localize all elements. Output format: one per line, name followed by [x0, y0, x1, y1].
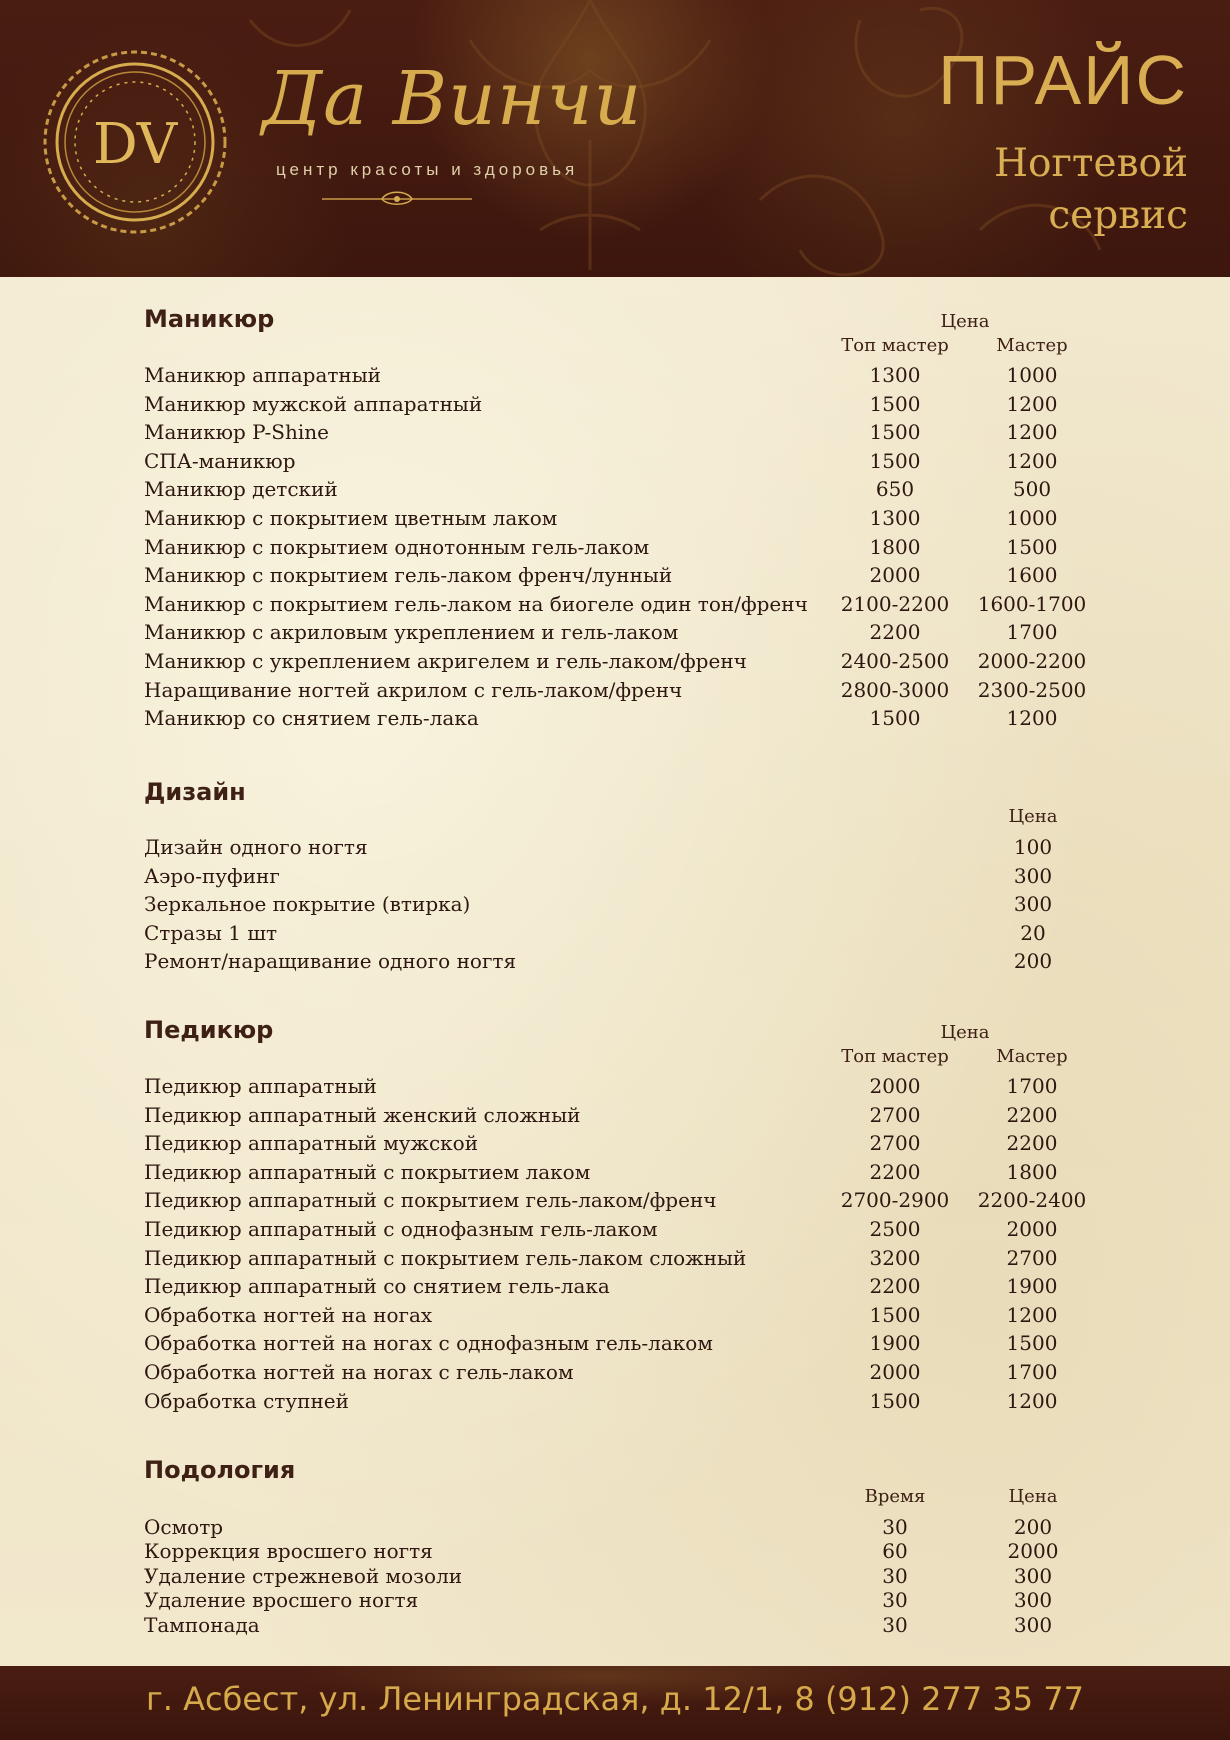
price-header: Цена: [1008, 806, 1058, 827]
service-name: Педикюр аппаратный с однофазным гель-лаком: [144, 1217, 658, 1241]
service-name: Наращивание ногтей акрилом с гель-лаком/френч: [144, 677, 683, 702]
price-master: 500: [1012, 477, 1052, 502]
price-top-master: 2800-3000: [840, 677, 950, 702]
section-title: Дизайн: [144, 778, 246, 806]
service-name: Педикюр аппаратный с покрытием лаком: [144, 1159, 591, 1184]
price-master: 2000-2200: [977, 649, 1087, 673]
table-row: [0, 949, 1230, 977]
price-master: 1900: [1006, 1274, 1058, 1299]
price-master: 2200-2400: [977, 1188, 1087, 1213]
service-name: Педикюр аппаратный с покрытием гель-лаком/френч: [144, 1188, 717, 1213]
price-top-master: 2000: [869, 1360, 921, 1384]
price-master: 1500: [1006, 1331, 1058, 1356]
price-master: 2200: [1006, 1131, 1058, 1156]
price-top-master: 1500: [869, 1302, 921, 1327]
price-value: 300: [1013, 1588, 1053, 1613]
table-row: [0, 392, 1230, 420]
price-top-master: 2700: [869, 1131, 921, 1156]
table-row: [0, 1131, 1230, 1159]
table-row: [0, 535, 1230, 563]
table-row: [0, 563, 1230, 591]
service-name: Маникюр с покрытием цветным лаком: [144, 506, 558, 530]
price-top-master: 2000: [869, 563, 921, 588]
col-top-master: Топ мастер: [841, 335, 949, 356]
service-name: Дизайн одного ногтя: [144, 835, 368, 859]
service-name: Стразы 1 шт: [144, 920, 278, 945]
price-master: 1600: [1006, 563, 1058, 588]
service-name: Удаление стрежневой мозоли: [144, 1563, 463, 1588]
service-name: Педикюр аппаратный: [144, 1074, 377, 1098]
price-top-master: 2100-2200: [840, 591, 950, 616]
service-name: Педикюр аппаратный женский сложный: [144, 1102, 581, 1127]
service-name: Обработка ногтей на ногах с гель-лаком: [144, 1360, 574, 1384]
brand-subtitle: центр красоты и здоровья: [276, 160, 579, 179]
price-value: 200: [1013, 1515, 1053, 1539]
service-name: СПА-маникюр: [144, 448, 296, 473]
time-value: 30: [882, 1515, 908, 1539]
price-value: 100: [1013, 835, 1053, 859]
price-top-master: 2200: [869, 1274, 921, 1299]
price-top-master: 1500: [869, 706, 921, 731]
logo-monogram: DV: [92, 112, 178, 177]
col-price: Цена: [1008, 1486, 1058, 1507]
price-header: Цена: [940, 311, 990, 332]
table-row: [0, 1303, 1230, 1331]
table-row: [0, 1103, 1230, 1131]
service-title-line2: сервис: [1048, 193, 1188, 238]
price-top-master: 2500: [869, 1217, 921, 1241]
service-title: [888, 138, 1188, 242]
table-row: [0, 1613, 1230, 1641]
price-top-master: 650: [875, 477, 915, 502]
price-value: 200: [1013, 949, 1053, 974]
service-name: Маникюр аппаратный: [144, 363, 382, 387]
service-name: Коррекция вросшего ногтя: [144, 1539, 433, 1564]
price-top-master: 1500: [869, 448, 921, 473]
service-name: Маникюр P-Shine: [144, 420, 329, 445]
price-value: 300: [1013, 892, 1053, 917]
dv-logo-emblem: [38, 45, 233, 240]
price-master: 1500: [1006, 534, 1058, 559]
table-row: [0, 892, 1230, 920]
address-phone: г. Асбест, ул. Ленинградская, д. 12/1, 8 (912) 277 35 77: [145, 1680, 1085, 1718]
table-row: [0, 706, 1230, 734]
service-name: Маникюр с покрытием гель-лаком френч/лунный: [144, 563, 673, 588]
price-master: 2200: [1006, 1102, 1058, 1127]
price-value: 300: [1013, 1563, 1053, 1588]
brand-name: Да Винчи: [262, 56, 643, 142]
service-name: Аэро-пуфинг: [144, 863, 280, 888]
service-name: Маникюр детский: [144, 477, 338, 502]
col-master: Мастер: [996, 1046, 1068, 1067]
service-name: Ремонт/наращивание одного ногтя: [144, 949, 517, 974]
price-top-master: 2700: [869, 1102, 921, 1127]
service-name: Осмотр: [144, 1515, 224, 1539]
time-value: 30: [882, 1588, 908, 1613]
price-master: 1000: [1006, 363, 1058, 387]
price-top-master: 1900: [869, 1331, 921, 1356]
service-name: Удаление вросшего ногтя: [144, 1588, 419, 1613]
table-row: [0, 363, 1230, 391]
table-row: [0, 1360, 1230, 1388]
price-top-master: 3200: [869, 1245, 921, 1270]
price-top-master: 2200: [869, 1159, 921, 1184]
table-row: [0, 449, 1230, 477]
price-master: 1600-1700: [977, 591, 1087, 616]
price-master: 1200: [1006, 448, 1058, 473]
price-top-master: 1500: [869, 391, 921, 416]
price-top-master: 2400-2500: [840, 649, 950, 673]
price-top-master: 1500: [869, 1388, 921, 1413]
table-row: [0, 1217, 1230, 1245]
table-row: [0, 1074, 1230, 1102]
table-row: [0, 1246, 1230, 1274]
col-top-master: Топ мастер: [841, 1046, 949, 1067]
price-top-master: 2000: [869, 1074, 921, 1098]
price-title: ПРАЙС: [938, 41, 1188, 119]
service-name: Маникюр с покрытием однотонным гель-лаком: [144, 534, 650, 559]
price-master: 2700: [1006, 1245, 1058, 1270]
price-value: 300: [1013, 863, 1053, 888]
service-name: Зеркальное покрытие (втирка): [144, 892, 471, 917]
table-row: [0, 592, 1230, 620]
table-row: [0, 1274, 1230, 1302]
service-name: Тампонада: [144, 1612, 260, 1637]
col-time: Время: [864, 1486, 926, 1507]
footer-banner: [0, 1666, 1230, 1740]
service-name: Маникюр мужской аппаратный: [144, 391, 483, 416]
price-master: 1000: [1006, 506, 1058, 530]
table-row: [0, 921, 1230, 949]
price-top-master: 1300: [869, 363, 921, 387]
service-name: Маникюр со снятием гель-лака: [144, 706, 479, 731]
time-value: 60: [882, 1539, 908, 1564]
table-row: [0, 1331, 1230, 1359]
price-master: 1200: [1006, 420, 1058, 445]
table-row: [0, 420, 1230, 448]
time-value: 30: [882, 1563, 908, 1588]
service-name: Обработка ногтей на ногах с однофазным гель-лаком: [144, 1331, 713, 1356]
price-value: 20: [1020, 920, 1046, 945]
header-banner: [0, 0, 1230, 277]
price-top-master: 1800: [869, 534, 921, 559]
price-master: 1700: [1006, 1360, 1058, 1384]
table-row: [0, 477, 1230, 505]
section-title: Педикюр: [144, 1016, 274, 1044]
table-row: [0, 864, 1230, 892]
price-master: 1200: [1006, 1388, 1058, 1413]
service-name: Обработка ступней: [144, 1388, 349, 1413]
price-header: Цена: [940, 1022, 990, 1043]
price-master: 1700: [1006, 1074, 1058, 1098]
price-master: 2000: [1006, 1217, 1058, 1241]
service-name: Педикюр аппаратный мужской: [144, 1131, 479, 1156]
price-master: 1800: [1006, 1159, 1058, 1184]
table-row: [0, 1160, 1230, 1188]
table-row: [0, 835, 1230, 863]
price-top-master: 1300: [869, 506, 921, 530]
price-master: 1200: [1006, 1302, 1058, 1327]
service-name: Маникюр с укреплением акригелем и гель-лаком/френч: [144, 649, 747, 673]
time-value: 30: [882, 1612, 908, 1637]
price-value: 300: [1013, 1612, 1053, 1637]
flourish-divider: [322, 190, 472, 206]
section-title: Маникюр: [144, 305, 275, 333]
price-master: 1200: [1006, 706, 1058, 731]
price-top-master: 2700-2900: [840, 1188, 950, 1213]
price-value: 2000: [1007, 1539, 1059, 1564]
table-row: [0, 1389, 1230, 1417]
table-row: [0, 1188, 1230, 1216]
col-master: Мастер: [996, 335, 1068, 356]
table-row: [0, 649, 1230, 677]
service-name: Педикюр аппаратный со снятием гель-лака: [144, 1274, 610, 1299]
service-name: Маникюр с покрытием гель-лаком на биогеле один тон/френч: [144, 591, 808, 616]
price-master: 1700: [1006, 620, 1058, 645]
table-row: [0, 506, 1230, 534]
table-row: [0, 678, 1230, 706]
section-title: Подология: [144, 1456, 296, 1484]
price-top-master: 2200: [869, 620, 921, 645]
service-name: Обработка ногтей на ногах: [144, 1302, 433, 1327]
service-title-line1: Ногтевой: [993, 141, 1188, 186]
price-master: 2300-2500: [977, 677, 1087, 702]
service-name: Педикюр аппаратный с покрытием гель-лаком сложный: [144, 1245, 747, 1270]
price-master: 1200: [1006, 391, 1058, 416]
table-row: [0, 620, 1230, 648]
price-top-master: 1500: [869, 420, 921, 445]
service-name: Маникюр с акриловым укреплением и гель-лаком: [144, 620, 679, 645]
